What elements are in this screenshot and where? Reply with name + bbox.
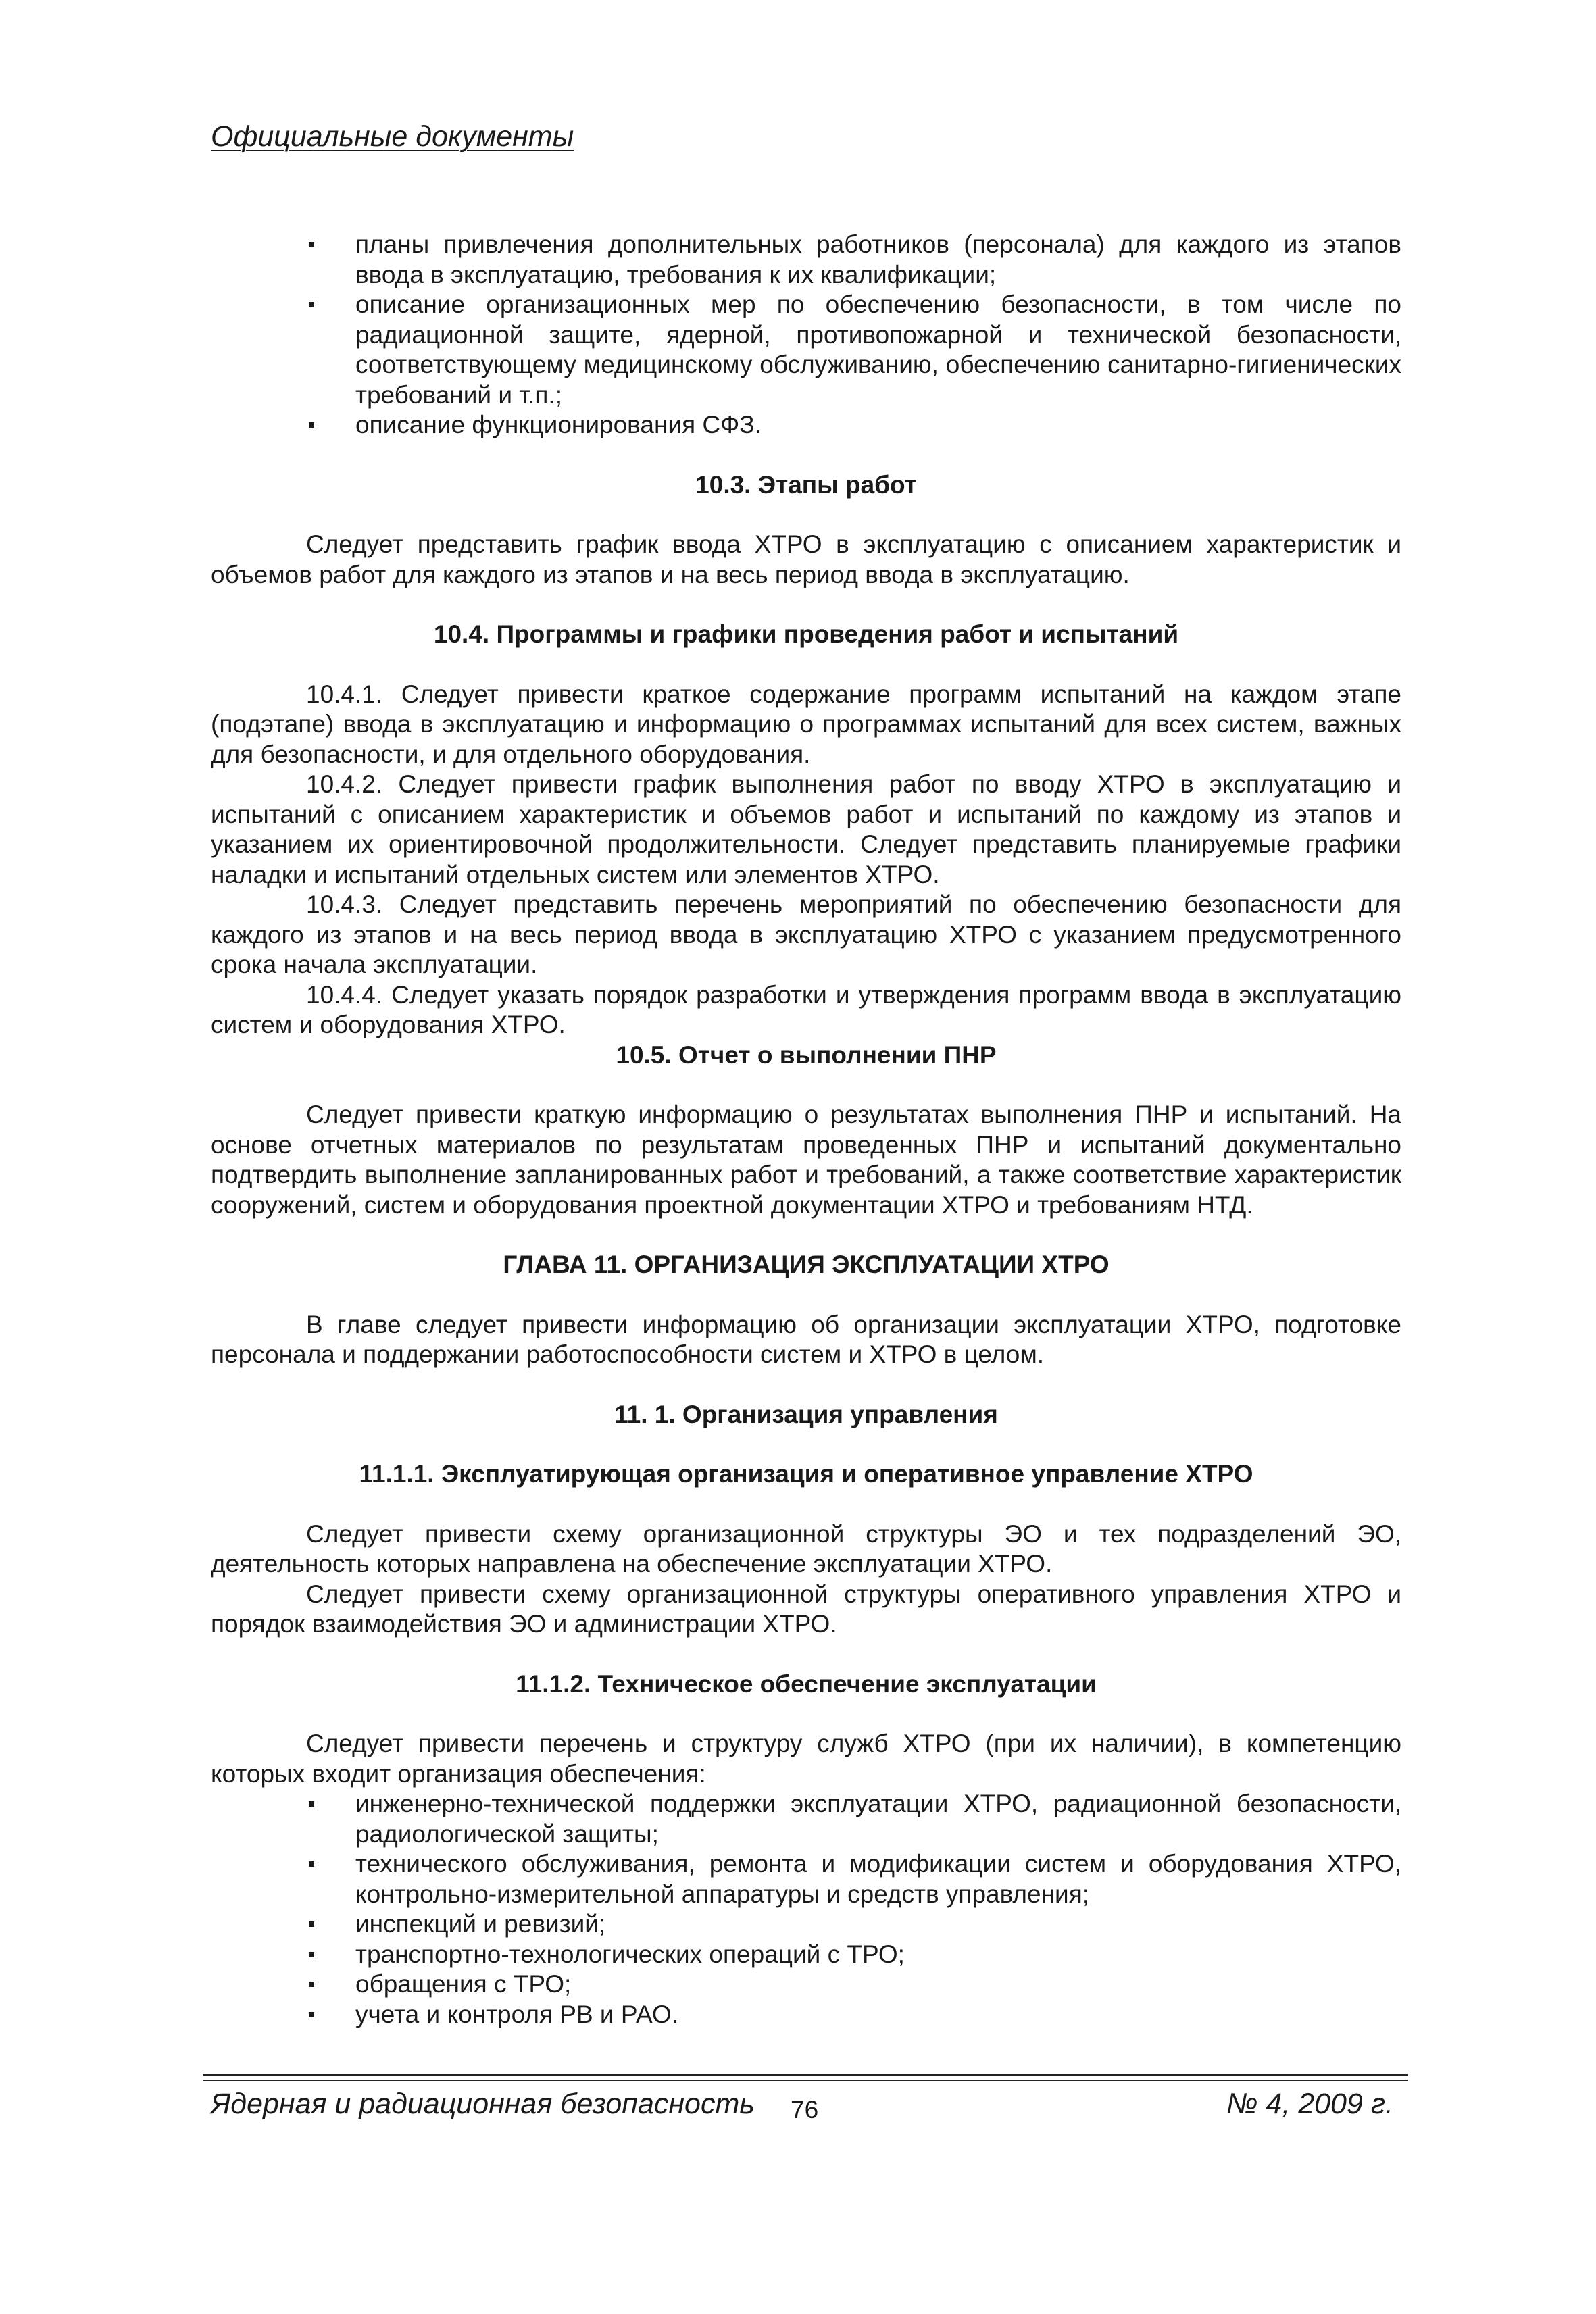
paragraph: Следует привести перечень и структуру служб ХТРО (при их наличии), в компетенцию которых входит организация обеспечения: bbox=[211, 1730, 1401, 1788]
list-item: транспортно-технологических операций с ТРО; bbox=[211, 1940, 1401, 1970]
paragraph: Следует привести схему организационной структуры ЭО и тех подразделений ЭО, деятельность которых направлена на обеспечение эксплуатации ХТРО. bbox=[211, 1519, 1401, 1578]
paragraph: В главе следует привести информацию об организации эксплуатации ХТРО, подготовке персонала и поддержании работоспособности систем и ХТРО в целом. bbox=[211, 1310, 1401, 1368]
paragraph: 10.4.4. Следует указать порядок разработки и утверждения программ ввода в эксплуатацию систем и оборудования ХТРО. bbox=[211, 980, 1401, 1038]
footer-journal-title: Ядерная и радиационная безопасность bbox=[211, 2088, 755, 2120]
section-heading-10-5: 10.5. Отчет о выполнении ПНР bbox=[616, 1040, 997, 1069]
paragraph: 10.4.1. Следует привести краткое содержание программ испытаний на каждом этапе (подэтапе) ввода в эксплуатацию и информацию о программах испытаний для всех систем, важных для безопасности, и для отдельного оборудования. bbox=[211, 680, 1401, 768]
section-heading-11-1: 11. 1. Организация управления bbox=[614, 1400, 998, 1428]
section-heading-10-4: 10.4. Программы и графики проведения работ и испытаний bbox=[433, 620, 1179, 648]
chapter-heading-11: ГЛАВА 11. ОРГАНИЗАЦИЯ ЭКСПЛУАТАЦИИ ХТРО bbox=[503, 1251, 1109, 1278]
list-item: планы привлечения дополнительных работников (персонала) для каждого из этапов ввода в эксплуатацию, требования к их квалификации; bbox=[211, 230, 1401, 290]
top-bullet-list bbox=[211, 230, 1401, 441]
paragraph: 10.4.3. Следует представить перечень мероприятий по обеспечению безопасности для каждого из этапов и на весь период ввода в эксплуатацию ХТРО с указанием предусмотренного срока начала эксплуатации. bbox=[211, 890, 1401, 978]
document-body bbox=[211, 230, 1401, 2030]
section-heading-10-3: 10.3. Этапы работ bbox=[695, 470, 917, 499]
paragraph: Следует привести схему организационной структуры оперативного управления ХТРО и порядок взаимодействия ЭО и администрации ХТРО. bbox=[211, 1580, 1401, 1638]
services-bullet-list bbox=[211, 1789, 1401, 2030]
list-item: инспекций и ревизий; bbox=[211, 1909, 1401, 1940]
paragraph: 10.4.2. Следует привести график выполнения работ по вводу ХТРО в эксплуатацию и испытаний с описанием характеристик и объемов работ и испытаний по каждому из этапов и указанием их ориентировочной продолжительности. Следует представить планируемые графики наладки и испытаний отдельных систем или элементов ХТРО. bbox=[211, 770, 1401, 888]
list-item: технического обслуживания, ремонта и модификации систем и оборудования ХТРО, контрольно-измерительной аппаратуры и средств управления; bbox=[211, 1849, 1401, 1909]
paragraph: Следует представить график ввода ХТРО в эксплуатацию с описанием характеристик и объемов работ для каждого из этапов и на весь период ввода в эксплуатацию. bbox=[211, 530, 1401, 588]
footer-divider bbox=[203, 2074, 1408, 2081]
footer-page-number: 76 bbox=[791, 2096, 819, 2123]
footer-issue: № 4, 2009 г. bbox=[1226, 2088, 1393, 2120]
list-item: обращения с ТРО; bbox=[211, 1969, 1401, 2000]
list-item: описание функционирования СФЗ. bbox=[211, 410, 1401, 441]
paragraph: Следует привести краткую информацию о результатах выполнения ПНР и испытаний. На основе отчетных материалов по результатам проведенных ПНР и испытаний документально подтвердить выполнение запланированных работ и требований, а также соответствие характеристик сооружений, систем и оборудования проектной документации ХТРО и требованиям НТД. bbox=[211, 1101, 1401, 1219]
section-heading-11-1-1: 11.1.1. Эксплуатирующая организация и оперативное управление ХТРО bbox=[359, 1460, 1253, 1488]
list-item: инженерно-технической поддержки эксплуатации ХТРО, радиационной безопасности, радиологической защиты; bbox=[211, 1789, 1401, 1849]
section-heading-11-1-2: 11.1.2. Техническое обеспечение эксплуатации bbox=[516, 1669, 1097, 1698]
running-head: Официальные документы bbox=[211, 120, 574, 153]
list-item: учета и контроля РВ и РАО. bbox=[211, 2000, 1401, 2030]
list-item: описание организационных мер по обеспечению безопасности, в том числе по радиационной защите, ядерной, противопожарной и технической безопасности, соответствующему медицинскому обслуживанию, обеспечению санитарно-гигиенических требований и т.п.; bbox=[211, 290, 1401, 410]
